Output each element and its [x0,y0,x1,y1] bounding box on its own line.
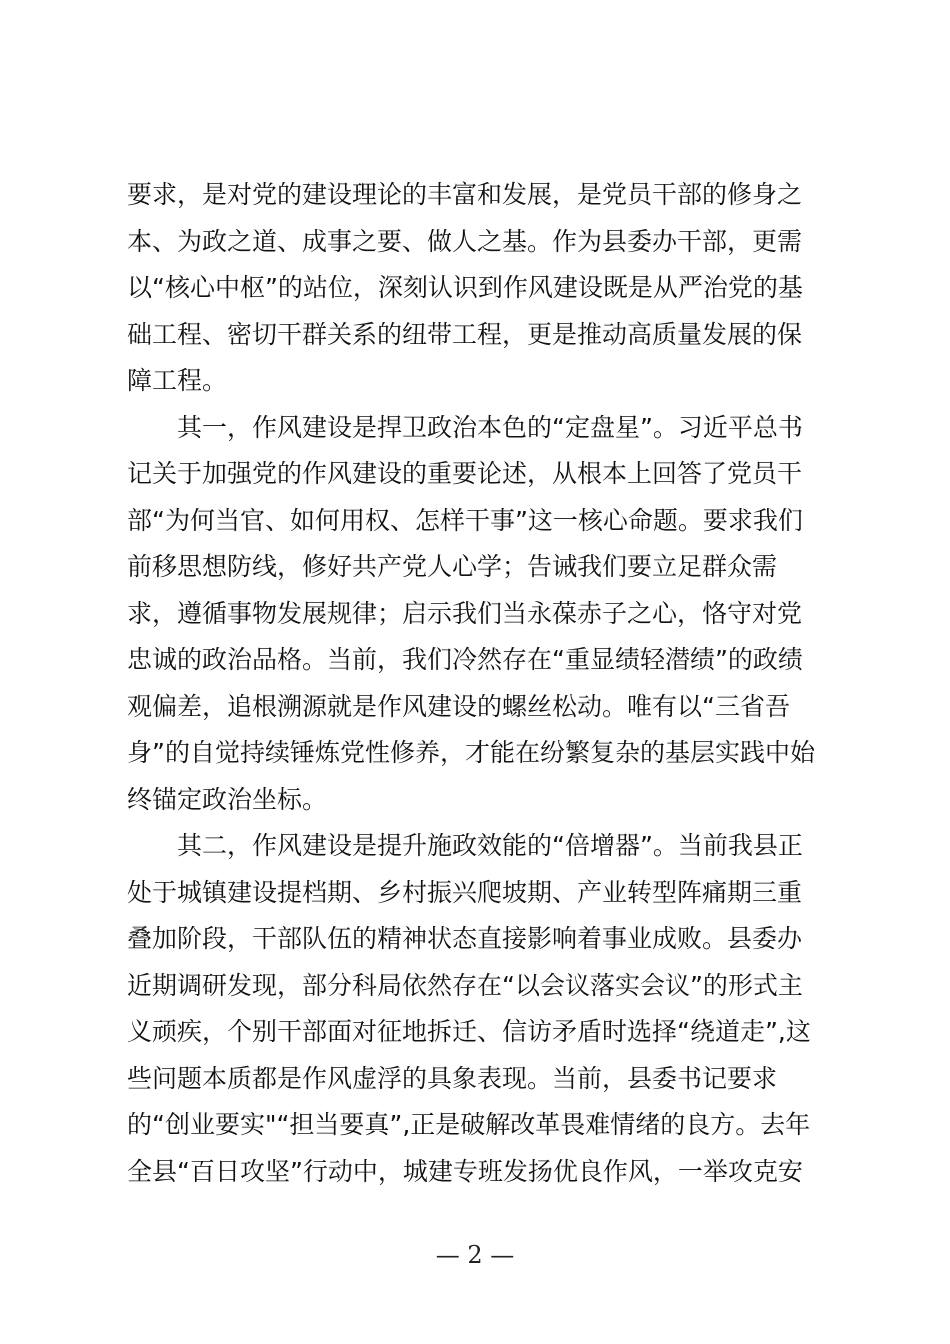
text-line: 求，遵循事物发展规律；启示我们当永葆赤子之心，恪守对党 [127,598,803,628]
text-line: 身”的自觉持续锤炼党性修养，才能在纷繁复杂的基层实践中始 [127,738,815,767]
text-line: 近期调研发现，部分科局依然存在“以会议落实会议”的形式主 [127,970,803,1000]
text-line: 叠加阶段，干部队伍的精神状态直接影响着事业成败。县委办 [127,924,803,953]
text-line: 忠诚的政治品格。当前，我们冷然存在“重显绩轻潜绩”的政绩 [127,645,803,674]
text-line: 前移思想防线，修好共产党人心学；告诫我们要立足群众需 [127,552,778,581]
text-line: 要求，是对党的建设理论的丰富和发展，是党员干部的修身之 [127,180,803,209]
text-line: 其二，作风建设是提升施政效能的“倍增器”。当前我县正 [127,831,803,860]
text-line: 以“核心中枢”的站位，深刻认识到作风建设既是从严治党的基 [127,273,803,302]
text-line: 础工程、密切干群关系的纽带工程，更是推动高质量发展的保 [127,319,803,349]
page-number: — 2 — [435,1241,515,1269]
text-line: 记关于加强党的作风建设的重要论述，从根本上回答了党员干 [127,459,803,488]
text-line: 义顽疾，个别干部面对征地拆迁、信访矛盾时选择“绕道走”,这 [127,1017,811,1046]
text-line: 的“创业要实"“担当要真”,正是破解改革畏难情绪的良方。去年 [127,1110,811,1139]
text-line: 其一，作风建设是捍卫政治本色的“定盘星”。习近平总书 [127,412,803,442]
text-line: 部“为何当官、如何用权、怎样干事”这一核心命题。要求我们 [127,505,803,535]
text-line: 些问题本质都是作风虚浮的具象表现。当前，县委书记要求 [127,1063,778,1093]
text-line: 全县“百日攻坚”行动中，城建专班发扬优良作风，一举攻克安 [127,1156,803,1186]
text-line: 处于城镇建设提档期、乡村振兴爬坡期、产业转型阵痛期三重 [127,877,803,907]
text-line: 观偏差，追根溯源就是作风建设的螺丝松动。唯有以“三省吾 [127,691,790,721]
text-line: 本、为政之道、成事之要、做人之基。作为县委办干部，更需 [127,226,803,256]
text-line: 终锚定政治坐标。 [127,784,328,814]
text-line: 障工程。 [127,366,228,395]
body-text [127,172,827,1195]
